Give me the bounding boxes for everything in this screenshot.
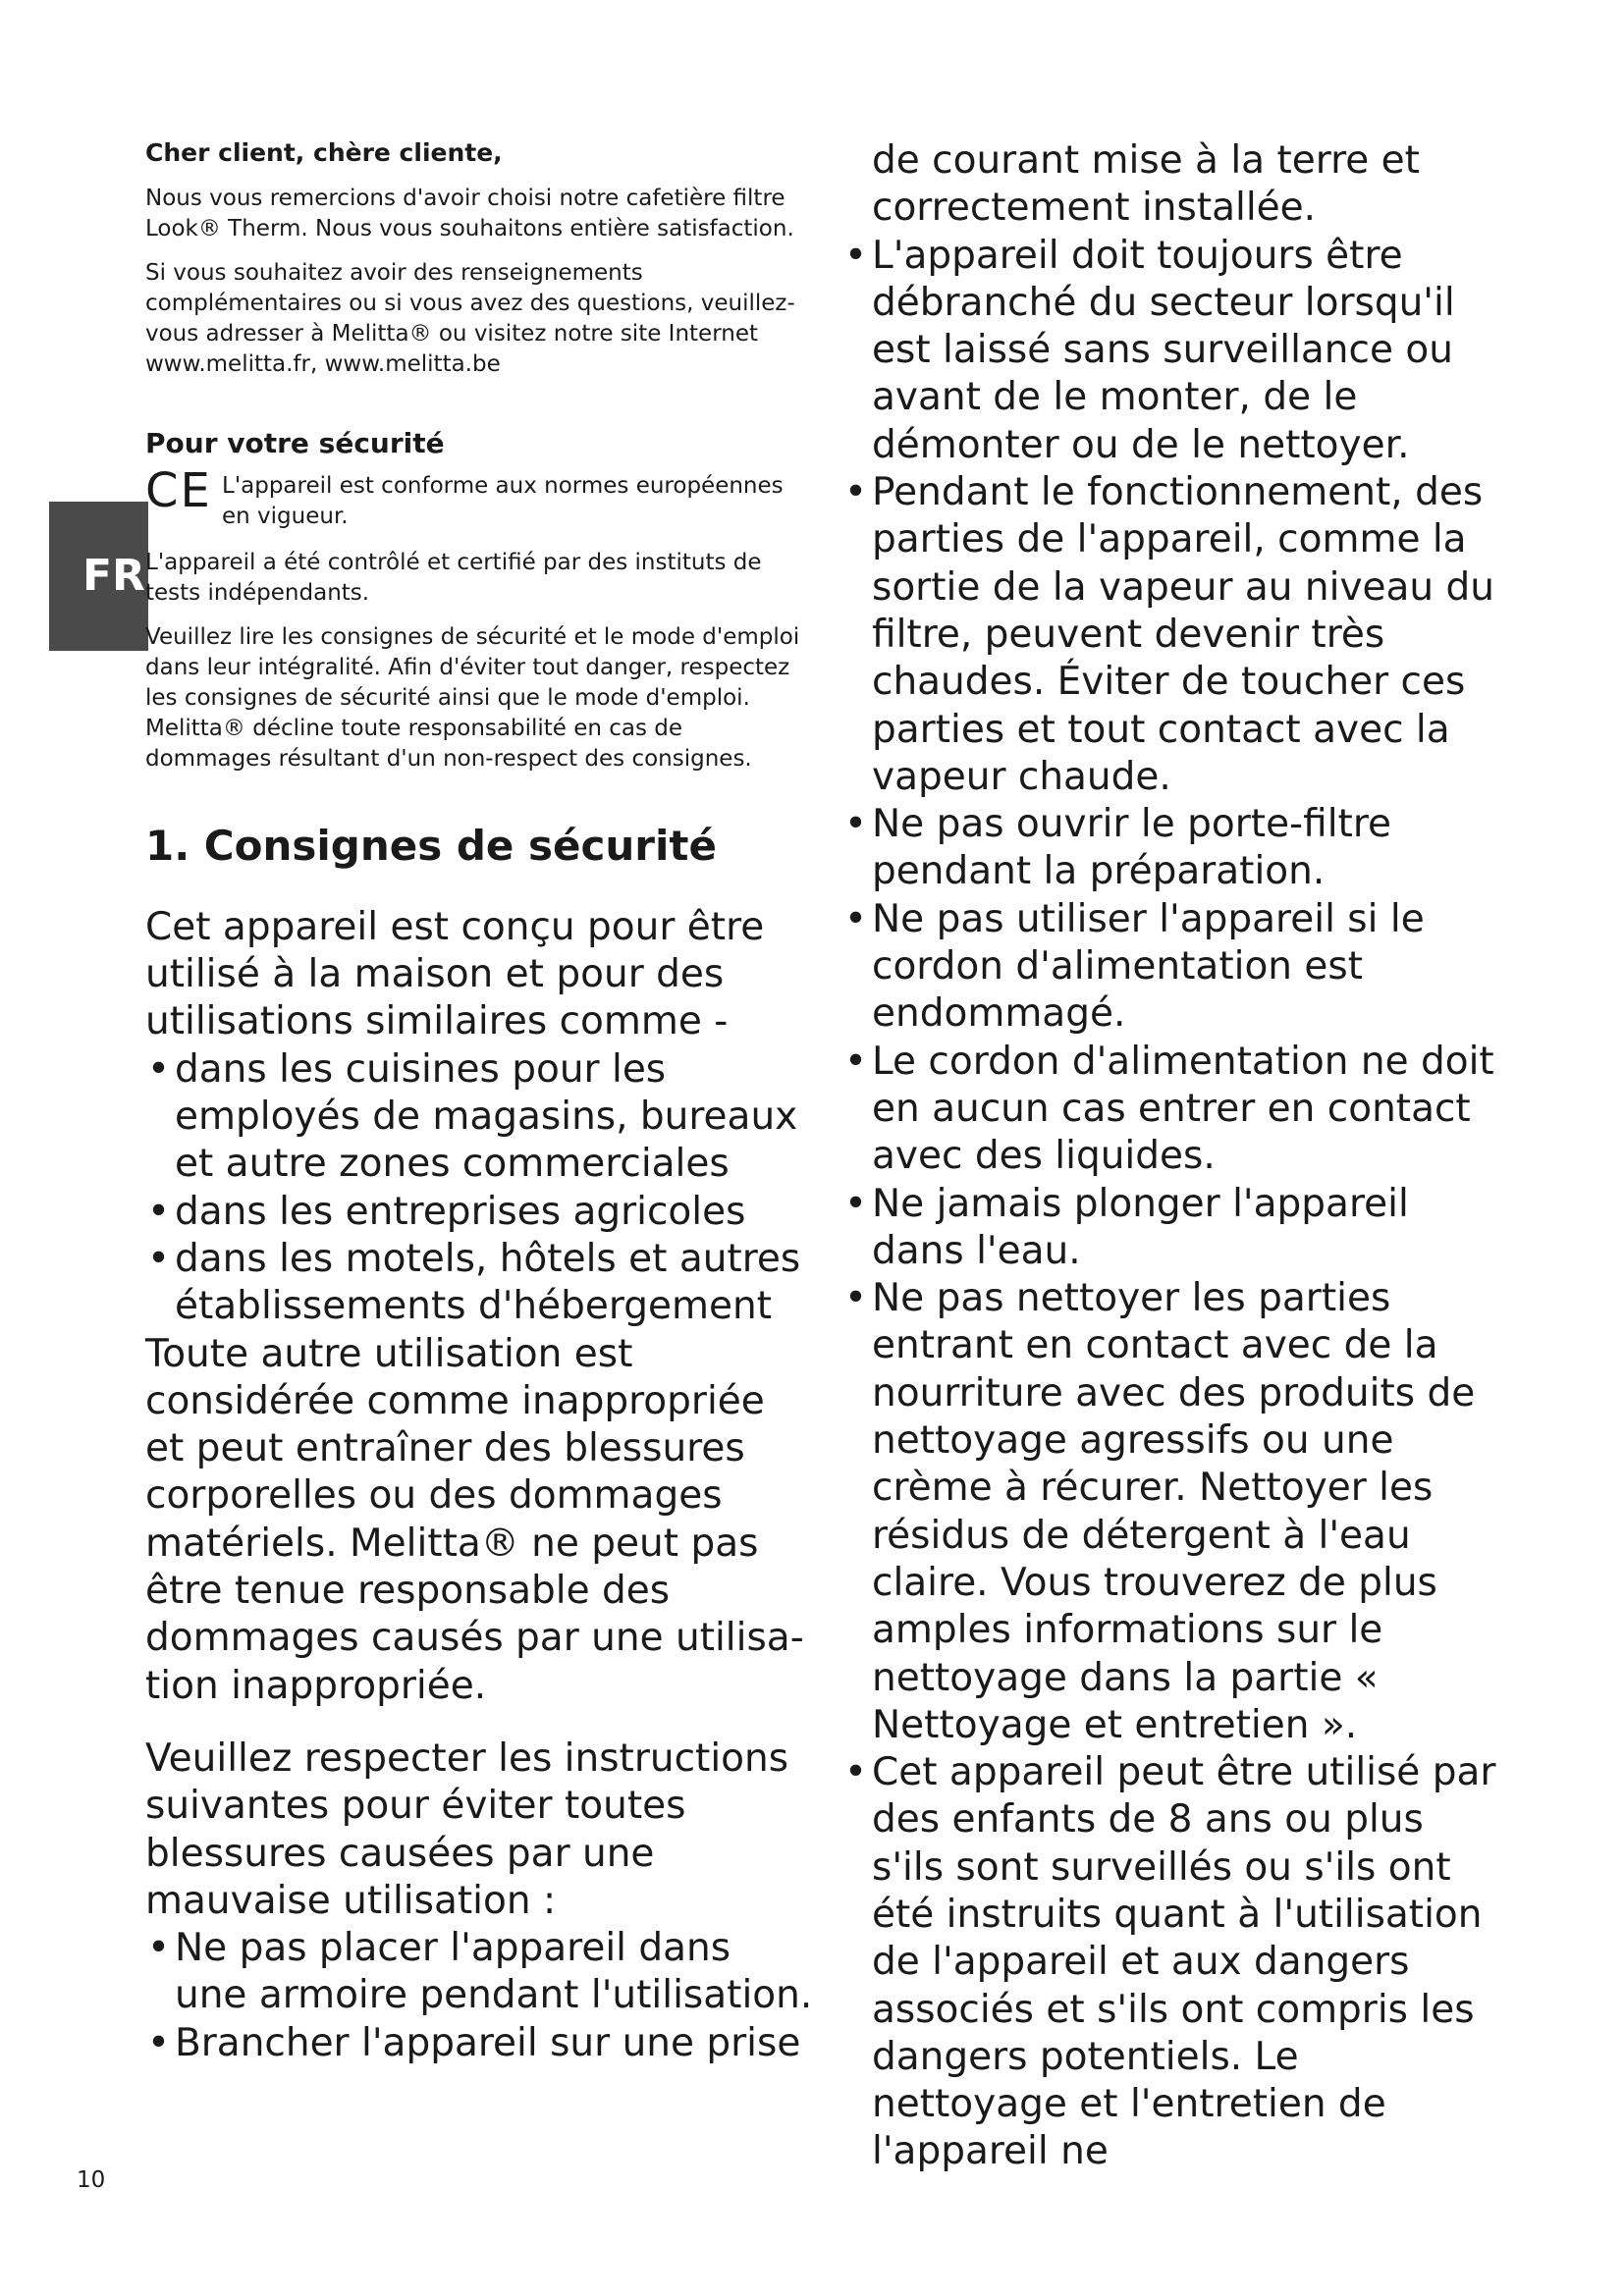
left-body: [145, 904, 813, 2067]
list-item: • Ne jamais plonger l'appareil dans l'eau.: [842, 1181, 1500, 1276]
list-item: • Ne pas utiliser l'appareil si le cordon d'alimentation est endommagé.: [842, 896, 1500, 1039]
intro-paragraph-2: Si vous souhaitez avoir des renseignements complémentaires ou si vous avez des questions, veuillez-vous adresser à Melitta® ou visitez notre site Internet www.melitta.fr, www.melitta.be: [145, 259, 795, 377]
ce-mark-icon: CE: [145, 462, 212, 518]
continuation-text: de courant mise à la terre et correctement installée.: [872, 138, 1420, 231]
page-number: 10: [77, 2167, 106, 2193]
certification-paragraph: L'appareil a été contrôlé et certifié par des instituts de tests indépendants.: [145, 549, 762, 606]
usage-list: [145, 1046, 813, 1331]
right-column: [842, 137, 1500, 2176]
list-item: • L'appareil doit toujours être débranché du secteur lorsqu'il est laissé sans surveillance ou avant de le monter, de le démonter ou de le nettoyer.: [842, 233, 1500, 469]
usage-intro: Cet appareil est conçu pour être utilisé à la maison et pour des utilisations similaires comme -: [145, 904, 765, 1044]
list-item: • dans les cuisines pour les employés de magasins, bureaux et autre zones commerciales: [145, 1046, 813, 1189]
safety-subheading: Pour votre sécurité: [145, 426, 445, 459]
list-item: • Pendant le fonctionnement, des parties de l'appareil, comme la sortie de la vapeur au niveau du filtre, peuvent devenir très chaudes. Éviter de toucher ces parties et tout contact avec la vapeur chaude.: [842, 469, 1500, 801]
left-safety-list: [145, 1925, 813, 2067]
list-item: • dans les entreprises agricoles: [145, 1189, 813, 1236]
language-tab-label: FR: [82, 551, 145, 601]
list-item: • Le cordon d'alimentation ne doit en aucun cas entrer en contact avec des liquides.: [842, 1039, 1500, 1181]
right-body: [842, 137, 1500, 2176]
intro-paragraph-1: Nous vous remercions d'avoir choisi notre cafetière filtre Look® Therm. Nous vous souhaitons entière satisfaction.: [145, 185, 794, 241]
ce-text: L'appareil est conforme aux normes européennes en vigueur.: [222, 472, 784, 529]
list-item: • Ne pas nettoyer les parties entrant en contact avec de la nourriture avec des produits de nettoyage agressifs ou une crème à récurer. Nettoyer les résidus de détergent à l'eau claire. Vous trouverez de plus amples informations sur le nettoyage dans la partie « Nettoyage et entretien ».: [842, 1275, 1500, 1749]
instructions-intro: Veuillez respecter les instructions suivantes pour éviter toutes blessures causées par une mauvaise utilisation :: [145, 1735, 789, 1923]
list-item: • Ne pas placer l'appareil dans une armoire pendant l'utilisation.: [145, 1925, 813, 2020]
read-instructions-paragraph: Veuillez lire les consignes de sécurité et le mode d'emploi dans leur intégralité. Afin d'éviter tout danger, respectez les consignes de sécurité ainsi que le mode d'emploi. Melitta® décline toute responsabilité en cas de dommages résultant d'un non-respect des consignes.: [145, 623, 800, 772]
ce-compliance: [145, 462, 813, 532]
list-item: • dans les motels, hôtels et autres établissements d'hébergement: [145, 1236, 813, 1331]
list-item: • Brancher l'appareil sur une prise: [145, 2020, 813, 2067]
right-safety-list: [842, 233, 1500, 2176]
section-heading: 1. Consignes de sécurité: [145, 821, 717, 870]
left-column: [145, 137, 813, 2067]
list-item: • Cet appareil peut être utilisé par des enfants de 8 ans ou plus s'ils sont surveillés ou s'ils ont été instruits quant à l'utilisation de l'appareil et aux dangers associés et s'ils ont compris les dangers potentiels. Le nettoyage et l'entretien de l'appareil ne: [842, 1749, 1500, 2176]
language-tab: [49, 502, 148, 651]
list-item: • Ne pas ouvrir le porte-filtre pendant la préparation.: [842, 801, 1500, 896]
misuse-paragraph: Toute autre utilisation est considérée comme inappropriée et peut entraîner des blessures corporelles ou des dommages matériels. Melitta® ne peut pas être tenue responsable des dommages causés par une utilisa-tion inappropriée.: [145, 1331, 804, 1708]
greeting: Cher client, chère cliente,: [145, 138, 503, 167]
